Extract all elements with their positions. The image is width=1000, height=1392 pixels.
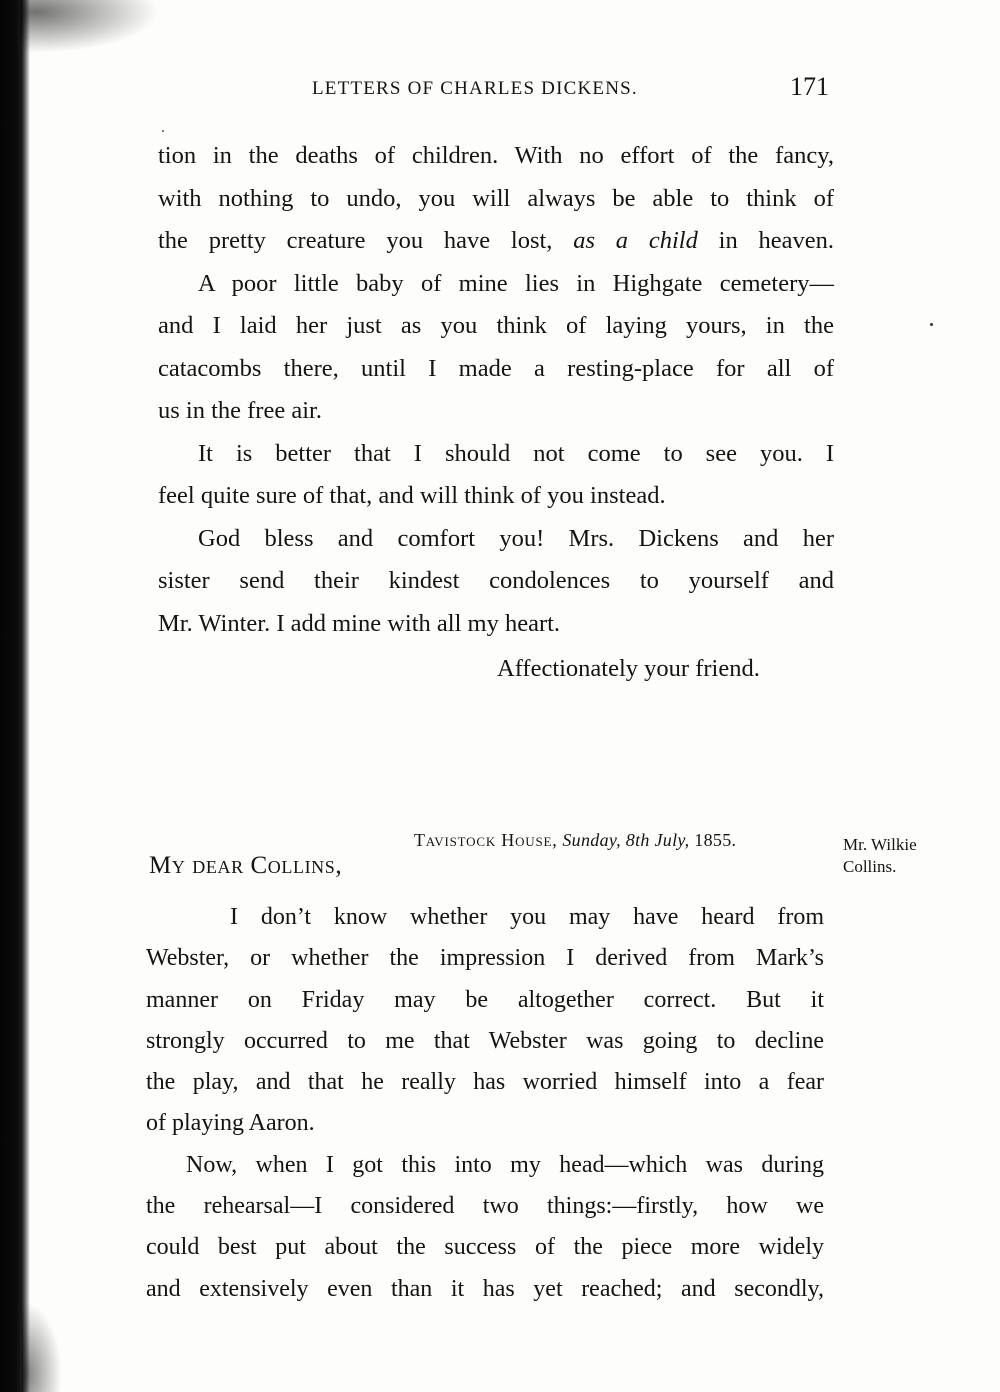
paragraph-start-line: A poor little baby of mine lies in Highgate cemetery— <box>198 269 834 297</box>
dateline-date: 8th July, <box>625 830 690 850</box>
text-line: catacombs there, until I made a resting-place for all of <box>158 354 834 382</box>
margin-note-line: Collins. <box>843 857 897 876</box>
text-line: the rehearsal—I considered two things:—firstly, how we <box>146 1193 824 1220</box>
page-number: 171 <box>790 72 829 101</box>
scan-shadow-top <box>20 0 180 60</box>
text-line: with nothing to undo, you will always be able to think of <box>158 184 834 212</box>
salutation: My dear Collins, <box>149 852 343 879</box>
text-line: sister send their kindest condolences to yourself and <box>158 567 834 594</box>
text-line-mixed <box>158 220 834 263</box>
margin-note <box>843 834 917 878</box>
text-run: in heaven. <box>718 227 834 254</box>
text-line: strongly occurred to me that Webster was going to decline <box>146 1027 824 1054</box>
dateline <box>414 830 736 851</box>
dateline-year: 1855. <box>694 830 737 850</box>
italic-run: as a child <box>573 227 698 254</box>
paragraph-start-line: It is better that I should not come to see you. I <box>198 439 834 467</box>
paragraph-start-line: I don’t know whether you may have heard from <box>230 904 824 930</box>
text-line: Webster, or whether the impression I derived from Mark’s <box>146 945 824 972</box>
margin-note-line: Mr. Wilkie <box>843 835 917 854</box>
text-line: tion in the deaths of children. With no effort of the fancy, <box>158 142 834 169</box>
text-line: us in the free air. <box>158 397 322 424</box>
text-run: the pretty creature you have lost, <box>158 227 553 254</box>
paragraph-start-line: God bless and comfort you! Mrs. Dickens and her <box>198 524 834 552</box>
text-line: and extensively even than it has yet reached; and secondly, <box>146 1275 824 1302</box>
dateline-day: Sunday, <box>562 830 621 850</box>
scan-shadow-bottom <box>22 1302 62 1392</box>
binding-edge <box>0 0 30 1392</box>
stray-mark <box>930 323 933 326</box>
text-line: of playing Aaron. <box>146 1110 315 1137</box>
paragraph-start-line: Now, when I got this into my head—which was during <box>186 1151 824 1178</box>
text-line: and I laid her just as you think of laying yours, in the <box>158 312 834 339</box>
letter-one-body <box>158 135 834 645</box>
dateline-place: Tavistock House, <box>414 830 558 850</box>
text-line: manner on Friday may be altogether correct. But it <box>146 986 824 1013</box>
running-head: LETTERS OF CHARLES DICKENS. <box>312 78 638 99</box>
letter-two-body <box>146 897 824 1310</box>
text-line: the play, and that he really has worried himself into a fear <box>146 1069 824 1096</box>
stray-mark <box>162 130 164 132</box>
text-line: feel quite sure of that, and will think of you instead. <box>158 482 666 509</box>
text-line: Mr. Winter. I add mine with all my heart. <box>158 609 561 637</box>
text-line: could best put about the success of the piece more widely <box>146 1234 824 1261</box>
signoff: Affectionately your friend. <box>497 655 760 682</box>
